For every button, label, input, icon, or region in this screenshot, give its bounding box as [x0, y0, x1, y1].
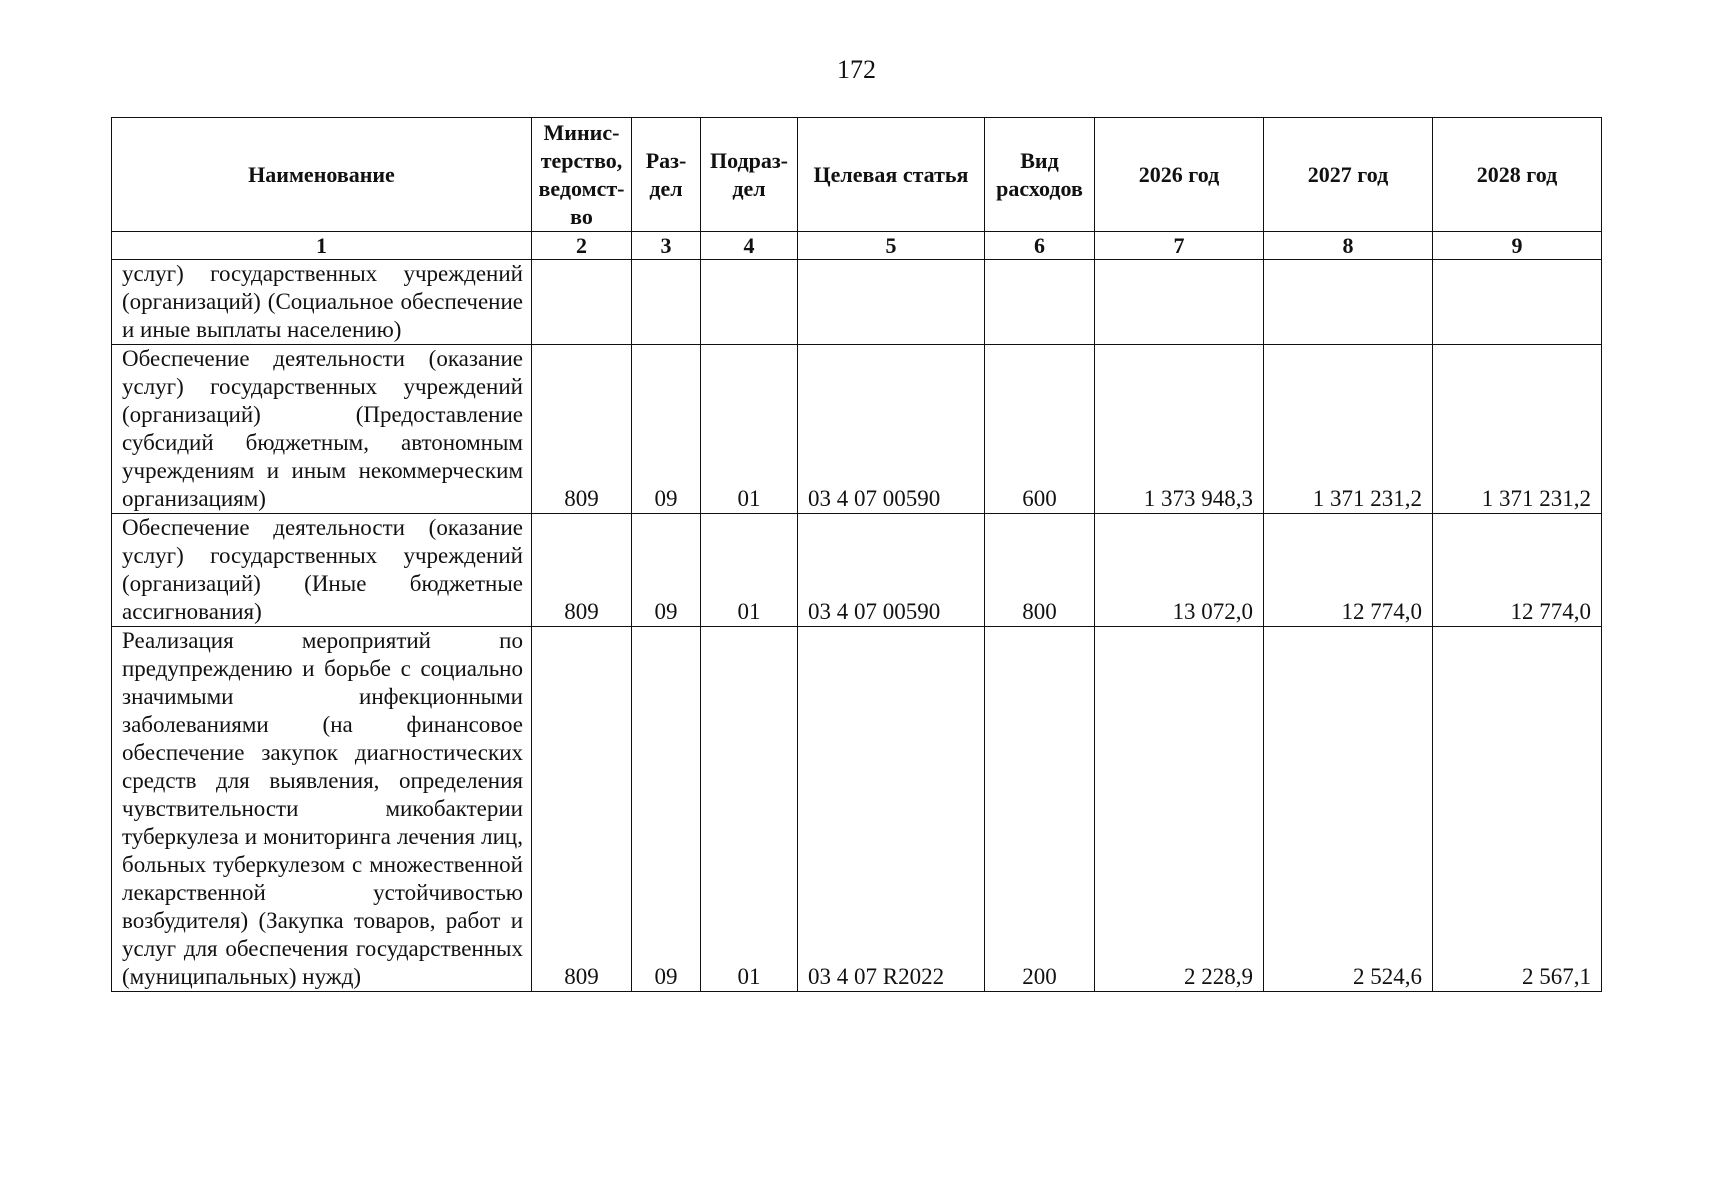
row-value-2028 — [1433, 260, 1602, 345]
header-ministry: Минис-терство, ведомст-во — [532, 118, 632, 232]
column-number: 5 — [798, 232, 985, 260]
row-target-article — [798, 260, 985, 345]
row-section: 09 — [632, 514, 701, 627]
column-number: 3 — [632, 232, 701, 260]
row-name: Реализация мероприятий по предупреждению и борьбе с социально значимыми инфекционными заболеваниями (на финансовое обеспечение закупок диагностических средств для выявления, определения чувствительности микобактерии туберкулеза и мониторинга лечения лиц, больных туберкулезом с множественной лекарственной устойчивостью возбудителя) (Закупка товаров, работ и услуг для обеспечения государственных (муниципальных) нужд) — [112, 627, 532, 992]
row-subsection — [701, 260, 798, 345]
row-section — [632, 260, 701, 345]
row-section: 09 — [632, 345, 701, 514]
row-expense-type — [985, 260, 1095, 345]
row-value-2027 — [1264, 260, 1433, 345]
row-name: Обеспечение деятельности (оказание услуг) государственных учреждений (организаций) (Предоставление субсидий бюджетным, автономным учреждениям и иным некоммерческим организациям) — [112, 345, 532, 514]
column-number: 6 — [985, 232, 1095, 260]
budget-table — [111, 117, 1602, 992]
row-expense-type: 600 — [985, 345, 1095, 514]
row-section: 09 — [632, 627, 701, 992]
header-section: Раз-дел — [632, 118, 701, 232]
header-year-2027: 2027 год — [1264, 118, 1433, 232]
column-number: 1 — [112, 232, 532, 260]
header-target-article: Целевая статья — [798, 118, 985, 232]
row-ministry: 809 — [532, 627, 632, 992]
row-value-2028: 2 567,1 — [1433, 627, 1602, 992]
table-row — [112, 260, 1602, 345]
row-name: услуг) государственных учреждений (организаций) (Социальное обеспечение и иные выплаты населению) — [112, 260, 532, 345]
column-number: 7 — [1095, 232, 1264, 260]
row-expense-type: 200 — [985, 627, 1095, 992]
table-header-row — [112, 118, 1602, 232]
header-year-2028: 2028 год — [1433, 118, 1602, 232]
row-value-2028: 1 371 231,2 — [1433, 345, 1602, 514]
header-year-2026: 2026 год — [1095, 118, 1264, 232]
row-value-2026 — [1095, 260, 1264, 345]
table-row — [112, 627, 1602, 992]
row-subsection: 01 — [701, 345, 798, 514]
row-value-2026: 1 373 948,3 — [1095, 345, 1264, 514]
column-number: 4 — [701, 232, 798, 260]
page-number: 172 — [837, 55, 876, 84]
column-number: 8 — [1264, 232, 1433, 260]
row-value-2027: 1 371 231,2 — [1264, 345, 1433, 514]
row-value-2027: 2 524,6 — [1264, 627, 1433, 992]
row-expense-type: 800 — [985, 514, 1095, 627]
row-subsection: 01 — [701, 627, 798, 992]
column-number-row — [112, 232, 1602, 260]
row-target-article: 03 4 07 00590 — [798, 345, 985, 514]
column-number: 2 — [532, 232, 632, 260]
table-row — [112, 514, 1602, 627]
row-value-2027: 12 774,0 — [1264, 514, 1433, 627]
row-value-2026: 2 228,9 — [1095, 627, 1264, 992]
row-target-article: 03 4 07 00590 — [798, 514, 985, 627]
header-expense-type: Вид расходов — [985, 118, 1095, 232]
row-ministry: 809 — [532, 514, 632, 627]
row-target-article: 03 4 07 R2022 — [798, 627, 985, 992]
row-ministry — [532, 260, 632, 345]
column-number: 9 — [1433, 232, 1602, 260]
row-name: Обеспечение деятельности (оказание услуг) государственных учреждений (организаций) (Иные бюджетные ассигнования) — [112, 514, 532, 627]
row-subsection: 01 — [701, 514, 798, 627]
row-value-2028: 12 774,0 — [1433, 514, 1602, 627]
row-value-2026: 13 072,0 — [1095, 514, 1264, 627]
table-row — [112, 345, 1602, 514]
header-subsection: Подраз-дел — [701, 118, 798, 232]
row-ministry: 809 — [532, 345, 632, 514]
header-name: Наименование — [112, 118, 532, 232]
